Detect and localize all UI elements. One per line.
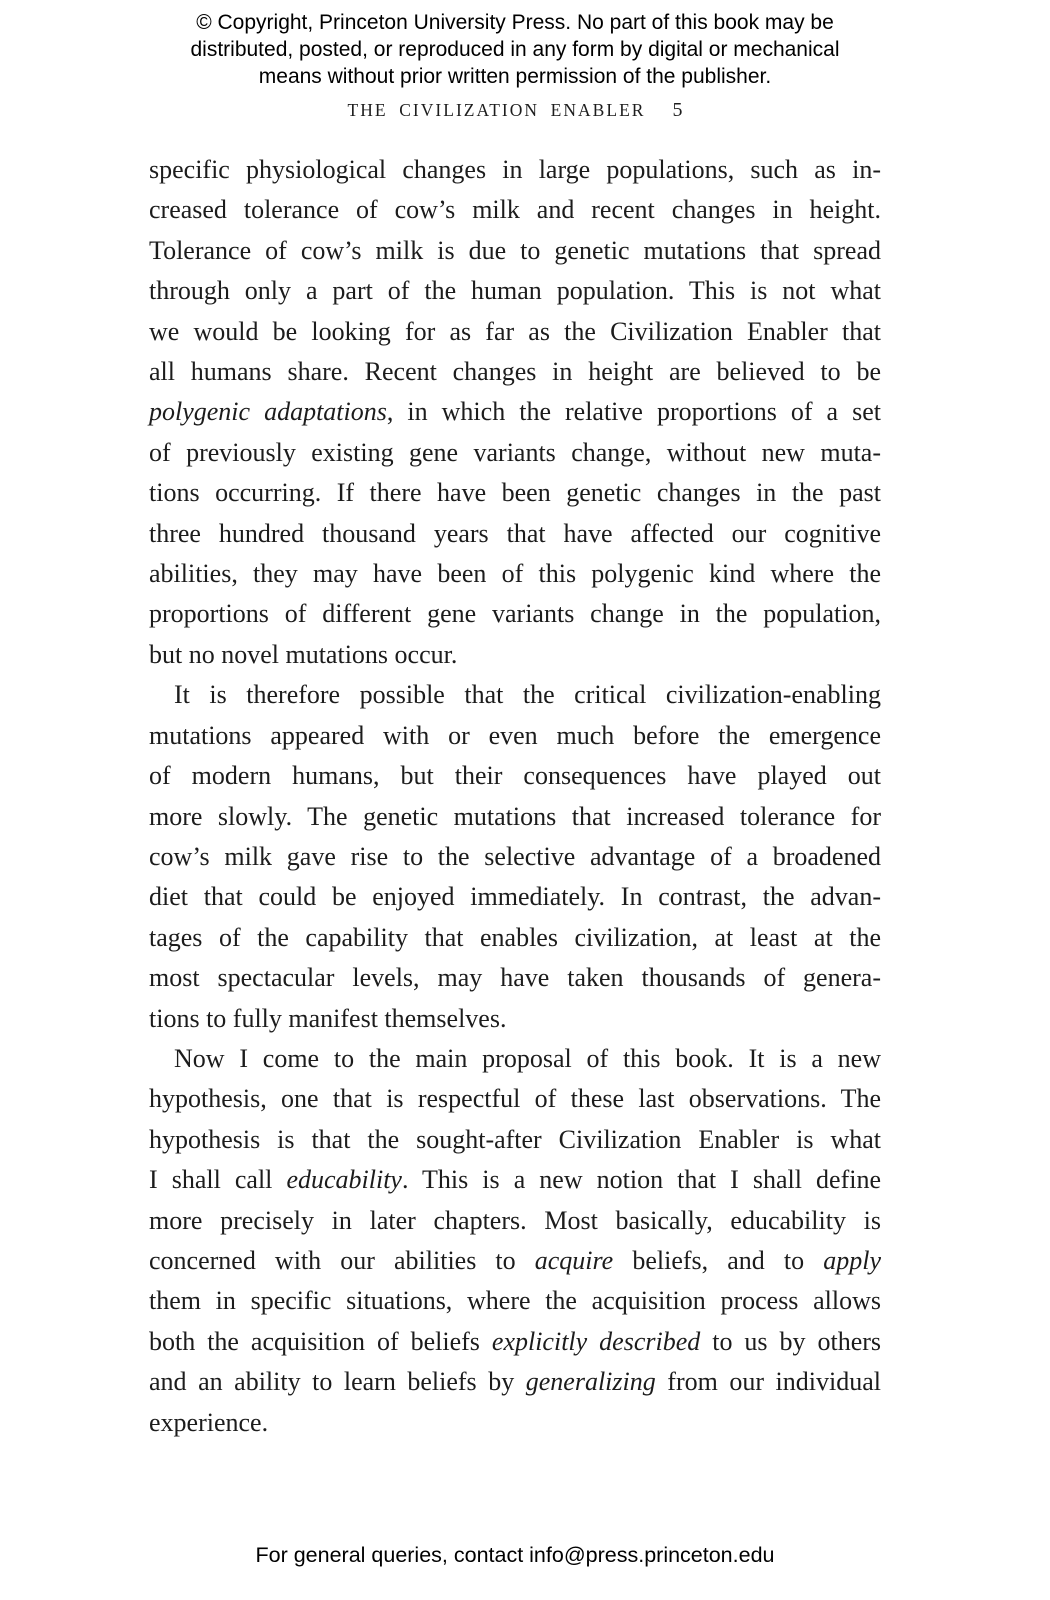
text-line: more slowly. The genetic mutations that increased tolerance for: [149, 801, 881, 831]
text-line: them in specific situations, where the acquisition process allows: [149, 1286, 881, 1316]
page-number: 5: [672, 99, 683, 121]
text-line: but no novel mutations occur.: [149, 639, 458, 669]
text-line: three hundred thousand years that have affected our cognitive: [149, 518, 881, 548]
text-line: concerned with our abilities to acquire beliefs, and to apply: [149, 1245, 881, 1275]
text-line: through only a part of the human population. This is not what: [149, 276, 881, 306]
text-line: I shall call educability. This is a new notion that I shall define: [149, 1165, 881, 1195]
text-line: hypothesis is that the sought-after Civilization Enabler is what: [149, 1124, 881, 1154]
text-line: Tolerance of cow’s milk is due to genetic mutations that spread: [149, 235, 881, 265]
copyright-line: © Copyright, Princeton University Press. No part of this book may be: [196, 11, 834, 34]
text-line: diet that could be enjoyed immediately. In contrast, the advan-: [149, 882, 881, 912]
running-header: [149, 99, 881, 122]
text-line: cow’s milk gave rise to the selective advantage of a broadened: [149, 841, 881, 871]
text-line: creased tolerance of cow’s milk and recent changes in height.: [149, 195, 881, 225]
paragraph: [149, 150, 881, 675]
text-line: of modern humans, but their consequences have played out: [149, 761, 881, 791]
text-line: most spectacular levels, may have taken thousands of genera-: [149, 963, 881, 993]
text-line: all humans share. Recent changes in height are believed to be: [149, 357, 881, 387]
text-line: we would be looking for as far as the Civilization Enabler that: [149, 316, 881, 346]
text-line: more precisely in later chapters. Most basically, educability is: [149, 1205, 881, 1235]
text-line: Now I come to the main proposal of this book. It is a new: [174, 1043, 881, 1073]
body-text: [149, 150, 881, 1443]
text-line: tions occurring. If there have been genetic changes in the past: [149, 478, 881, 508]
text-line: experience.: [149, 1407, 269, 1437]
text-line: tions to fully manifest themselves.: [149, 1003, 507, 1033]
copyright-line: means without prior written permission of the publisher.: [258, 65, 772, 88]
copyright-line: distributed, posted, or reproduced in any form by digital or mechanical: [190, 38, 840, 61]
footer: [109, 1543, 921, 1568]
text-line: and an ability to learn beliefs by generalizing from our individual: [149, 1367, 881, 1397]
text-line: abilities, they may have been of this polygenic kind where the: [149, 559, 881, 589]
text-line: It is therefore possible that the critical civilization-enabling: [174, 680, 881, 710]
running-header-title: THE CIVILIZATION ENABLER: [347, 100, 646, 120]
text-line: proportions of different gene variants change in the population,: [149, 599, 881, 629]
paragraph: [149, 675, 881, 1039]
text-column: [149, 0, 881, 1600]
text-line: specific physiological changes in large populations, such as in-: [149, 155, 881, 184]
text-line: hypothesis, one that is respectful of these last observations. The: [149, 1084, 881, 1114]
paragraph: [149, 1039, 881, 1443]
text-line: of previously existing gene variants change, without new muta-: [149, 437, 881, 467]
footer-text: For general queries, contact info@press.princeton.edu: [255, 1543, 775, 1567]
text-line: mutations appeared with or even much before the emergence: [149, 720, 881, 750]
text-line: both the acquisition of beliefs explicitly described to us by others: [149, 1326, 882, 1356]
text-line: tages of the capability that enables civilization, at least at the: [149, 922, 881, 952]
copyright-notice: [109, 9, 921, 90]
text-line: polygenic adaptations, in which the relative proportions of a set: [149, 397, 881, 427]
